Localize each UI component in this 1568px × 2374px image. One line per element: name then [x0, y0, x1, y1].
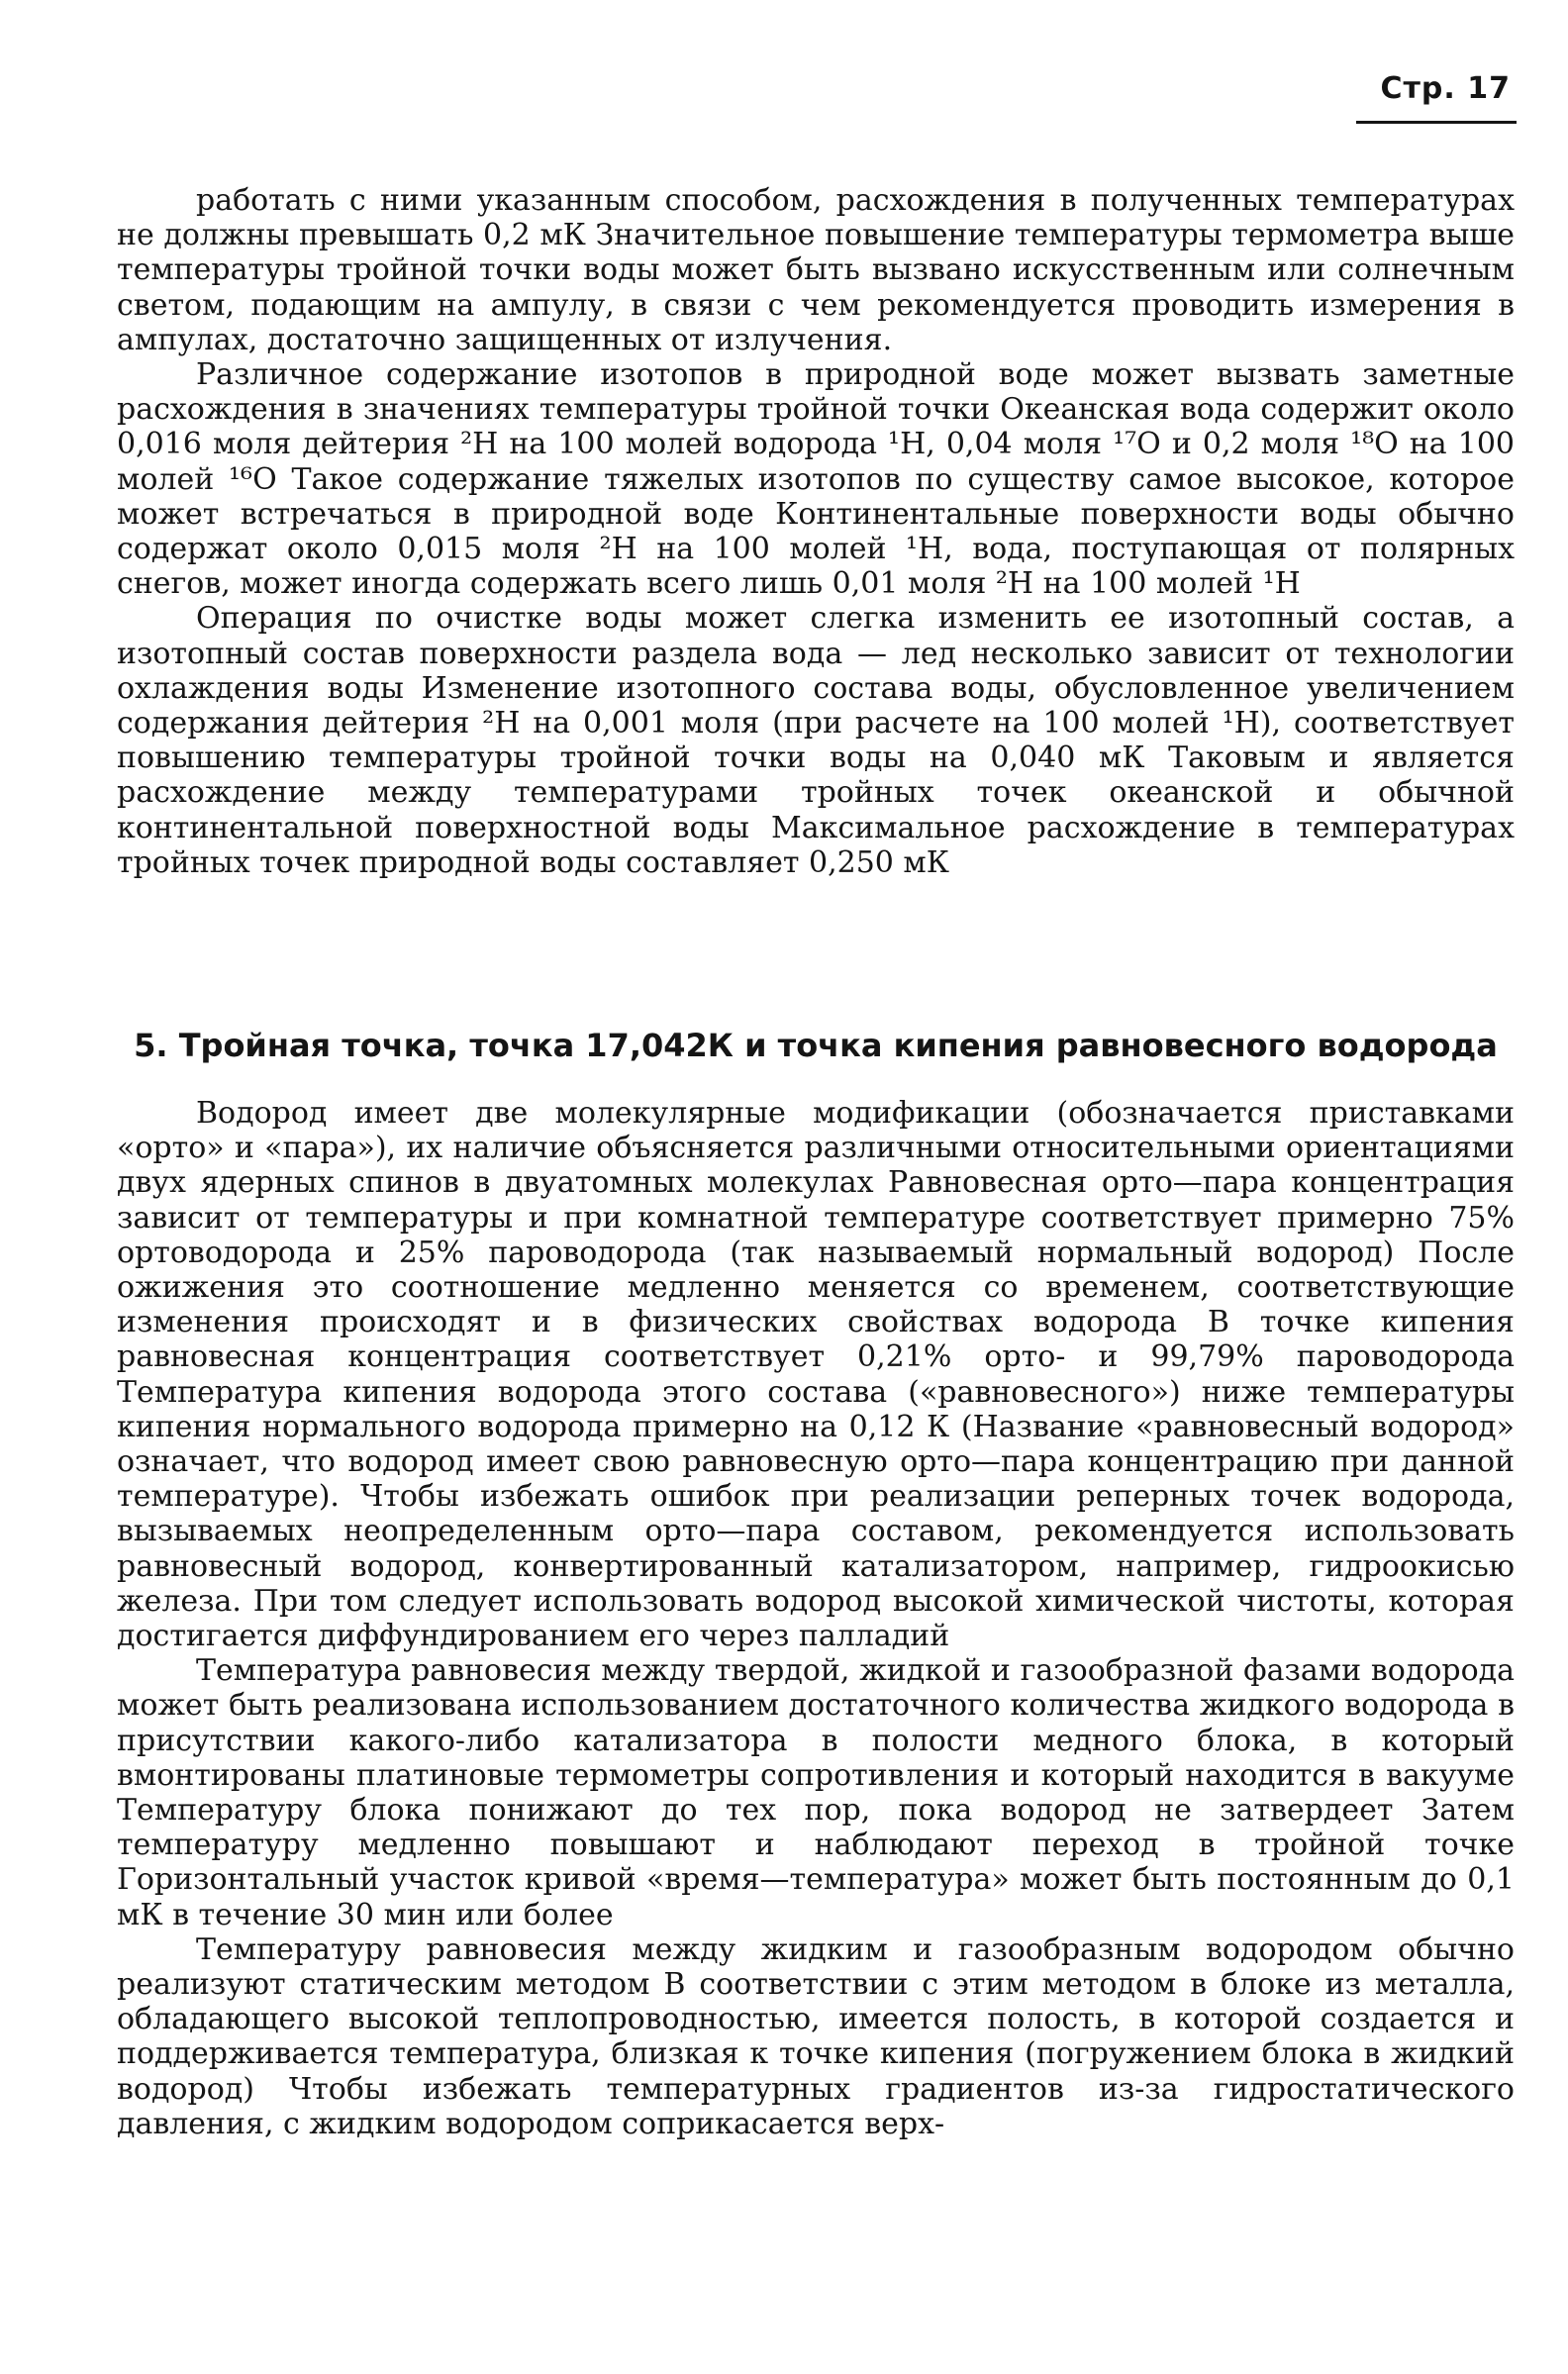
paragraph: Температура равновесия между твердой, жидкой и газообразной фазами водорода может быть реализована использованием достаточного количества жидкого водорода в присутствии какого-либо катализатора в полости медного блока, в который вмонтированы платиновые термометры сопротивления и который находится в вакууме Температуру блока понижают до тех пор, пока водород не затвердеет Затем температуру медленно повышают и наблюдают переход в тройной точке Горизонтальный участок кривой «время—температура» может быть постоянным до 0,1 мК в течение 30 мин или более: [117, 1653, 1515, 1932]
paragraph: Различное содержание изотопов в природной воде может вызвать заметные расхождения в значениях температуры тройной точки Океанская вода содержит около 0,016 моля дейтерия ²H на 100 молей водорода ¹H, 0,04 моля ¹⁷O и 0,2 моля ¹⁸O на 100 молей ¹⁶O Такое содержание тяжелых изотопов по существу самое высокое, которое может встречаться в природной воде Континентальные поверхности воды обычно содержат около 0,015 моля ²H на 100 молей ¹H, вода, поступающая от полярных снегов, может иногда содержать всего лишь 0,01 моля ²H на 100 молей ¹H: [117, 357, 1515, 602]
page-number: Стр. 17: [1380, 71, 1511, 106]
paragraph: работать с ними указанным способом, расхождения в полученных температурах не должны превышать 0,2 мК Значительное повышение температуры термометра выше температуры тройной точки воды может быть вызвано искусственным или солнечным светом, подающим на ампулу, в связи с чем рекомендуется проводить измерения в ампулах, достаточно защищенных от излучения.: [117, 183, 1515, 357]
body-text-bottom: [117, 1096, 1515, 2141]
paragraph: Температуру равновесия между жидким и газообразным водородом обычно реализуют статическим методом В соответствии с этим методом в блоке из металла, обладающего высокой теплопроводностью, имеется полость, в которой создается и поддерживается температура, близкая к точке кипения (погружением блока в жидкий водород) Чтобы избежать температурных градиентов из-за гидростатического давления, с жидким водородом соприкасается верх-: [117, 1931, 1515, 2141]
paragraph: Операция по очистке воды может слегка изменить ее изотопный состав, а изотопный состав поверхности раздела вода — лед несколько зависит от технологии охлаждения воды Изменение изотопного состава воды, обусловленное увеличением содержания дейтерия ²H на 0,001 моля (при расчете на 100 молей ¹H), соответствует повышению температуры тройной точки воды на 0,040 мК Таковым и является расхождение между температурами тройных точек океанской и обычной континентальной поверхностной воды Максимальное расхождение в температурах тройных точек природной воды составляет 0,250 мК: [117, 601, 1515, 880]
body-text-top: [117, 183, 1515, 880]
section-heading: 5. Тройная точка, точка 17,042К и точка кипения равновесного водорода: [134, 1027, 1498, 1064]
paragraph: Водород имеет две молекулярные модификации (обозначается приставками «орто» и «пара»), их наличие объясняется различными относительными ориентациями двух ядерных спинов в двуатомных молекулах Равновесная орто—пара концентрация зависит от температуры и при комнатной температуре соответствует примерно 75% ортоводорода и 25% пароводорода (так называемый нормальный водород) После ожижения это соотношение медленно меняется со временем, соответствующие изменения происходят и в физических свойствах водорода В точке кипения равновесная концентрация соответствует 0,21% орто- и 99,79% пароводорода Температура кипения водорода этого состава («равновесного») ниже температуры кипения нормального водорода примерно на 0,12 К (Название «равновесный водород» означает, что водород имеет свою равновесную орто—пара концентрацию при данной температуре). Чтобы избежать ошибок при реализации реперных точек водорода, вызываемых неопределенным орто—пара составом, рекомендуется использовать равновесный водород, конвертированный катализатором, например, гидроокисью железа. При том следует использовать водород высокой химической чистоты, которая достигается диффундированием его через палладий: [117, 1096, 1515, 1654]
header-rule: [1356, 121, 1517, 124]
